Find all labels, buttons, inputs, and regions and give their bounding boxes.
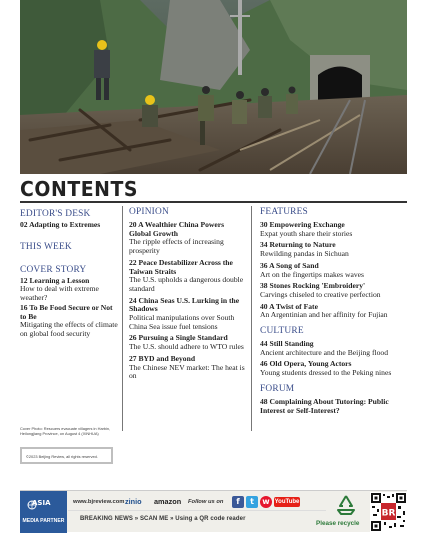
toc-entry[interactable] [260,241,410,258]
toc-entry-title: 22 Peace Destabilizer Across the Taiwan Straits [129,257,233,276]
toc-entry-desc: How to deal with extreme weather? [20,284,99,303]
media-partner-badge[interactable] [20,491,67,533]
toc-entry-title: 38 Stones Rocking 'Embroidery' [260,281,366,291]
toc-entry-title: 16 To Be Food Secure or Not to Be [20,302,113,321]
toc-entry[interactable] [129,355,246,381]
toc-entry-desc: Rewilding pandas in Sichuan [260,249,349,259]
qr-brand-label: BR [381,508,396,519]
toc-entry[interactable] [260,262,410,279]
twitter-icon[interactable]: t [246,496,258,508]
toc-entry-desc: Expat youth share their stories [260,228,353,238]
toc-entry-title: 02 Adapting to Extremes [20,220,101,229]
toc-entry[interactable] [129,221,246,256]
toc-entry-title: 36 A Song of Sand [260,260,319,270]
toc-entry-desc: Ancient architecture and the Beijing flood [260,347,388,357]
weibo-icon[interactable]: w [260,496,272,508]
toc-entry[interactable] [129,259,246,294]
toc-entry-desc: Mitigating the effects of climate on global food security [20,320,118,338]
toc-entry[interactable] [20,304,120,339]
toc-entry-desc: The Chinese NEV market: The heat is on [129,362,245,381]
section-heading-forum: FORUM [260,383,295,394]
website-link[interactable]: www.bjreview.com [73,499,125,505]
toc-entry-title: 24 China Seas U.S. Lurking in the Shadows [129,295,240,314]
toc-entry[interactable] [260,282,410,299]
cover-photo [20,0,407,174]
toc-entry[interactable] [260,360,410,377]
toc-entry-title: 34 Returning to Nature [260,240,336,250]
photo-caption: Cover Photo: Rescuers evacuate villagers in Harbin, Heilongjiang Province, on August 4 (XINHUA) [20,426,111,437]
section-heading-editors-desk: EDITOR'S DESK [20,209,91,219]
section-heading-this-week: THIS WEEK [20,241,72,252]
toc-entry[interactable] [260,340,410,357]
toc-entry[interactable] [129,297,246,332]
toc-entry-desc: The U.S. should adhere to WTO rules [129,342,244,352]
column-divider [251,206,252,431]
toc-entry-desc: The U.S. upholds a dangerous double standard [129,275,244,293]
toc-entry-desc: An Argentinian and her affinity for Fujian [260,310,388,320]
column-divider [122,206,123,431]
footer-bar [20,490,407,532]
youtube-icon[interactable]: YouTube [274,499,300,505]
breaking-news-line: BREAKING NEWS » SCAN ME » Using a QR code reader [80,516,246,522]
toc-entry-title: 46 Old Opera, Young Actors [260,359,352,369]
toc-entry-desc: Young students dressed to the Peking nines [260,368,392,378]
toc-entry[interactable] [260,303,410,320]
toc-entry-desc: Political manipulations over South China Sea issue fuel tensions [129,313,235,331]
toc-entry-desc: Carvings chiseled to creative perfection [260,289,381,299]
facebook-icon[interactable]: f [232,496,244,508]
recycle-icon [334,494,358,516]
follow-label: Follow us on [188,499,224,505]
toc-column-3 [260,205,410,415]
section-heading-features: FEATURES [260,207,308,217]
toc-entry[interactable] [129,334,246,351]
title-rule [20,201,407,203]
toc-entry-title: 12 Learning a Lesson [20,275,90,285]
partner-brand: ASIA [32,499,51,507]
qr-code-icon[interactable] [370,492,407,532]
partner-label: MEDIA PARTNER [22,518,65,524]
toc-entry[interactable] [20,277,120,303]
toc-entry-desc: The ripple effects of increasing prosperity [129,237,224,256]
toc-entry-title: 44 Still Standing [260,339,314,349]
toc-entry[interactable] [260,221,410,238]
toc-entry-title: 26 Pursuing a Single Standard [129,333,228,343]
links-row [68,494,326,511]
section-heading-opinion: OPINION [129,207,169,217]
copyright-notice: ©2023 Beijing Review, all rights reserved. [20,447,113,464]
recycle-label: Please recycle [316,520,360,527]
toc-entry-title: 30 Empowering Exchange [260,220,345,229]
toc-entry-title: 40 A Twist of Fate [260,301,318,311]
toc-entry-title: 48 Complaining About Tutoring: Public Interest or Self-Interest? [260,396,389,415]
page-title: CONTENTS [20,177,139,201]
zinio-link[interactable]: zinio [125,497,142,506]
section-heading-cover-story: COVER STORY [20,264,87,275]
toc-column-1 [20,205,120,339]
amazon-link[interactable]: amazon [154,497,182,506]
section-heading-culture: CULTURE [260,326,304,337]
toc-entry-desc: Art on the fingertips makes waves [260,269,364,279]
toc-entry-title: 27 BYD and Beyond [129,353,196,363]
toc-column-2 [129,205,246,381]
toc-entry[interactable] [260,398,410,415]
toc-entry-title: 20 A Wealthier China Powers Global Growth [129,220,225,238]
toc-entry[interactable] [20,221,120,230]
